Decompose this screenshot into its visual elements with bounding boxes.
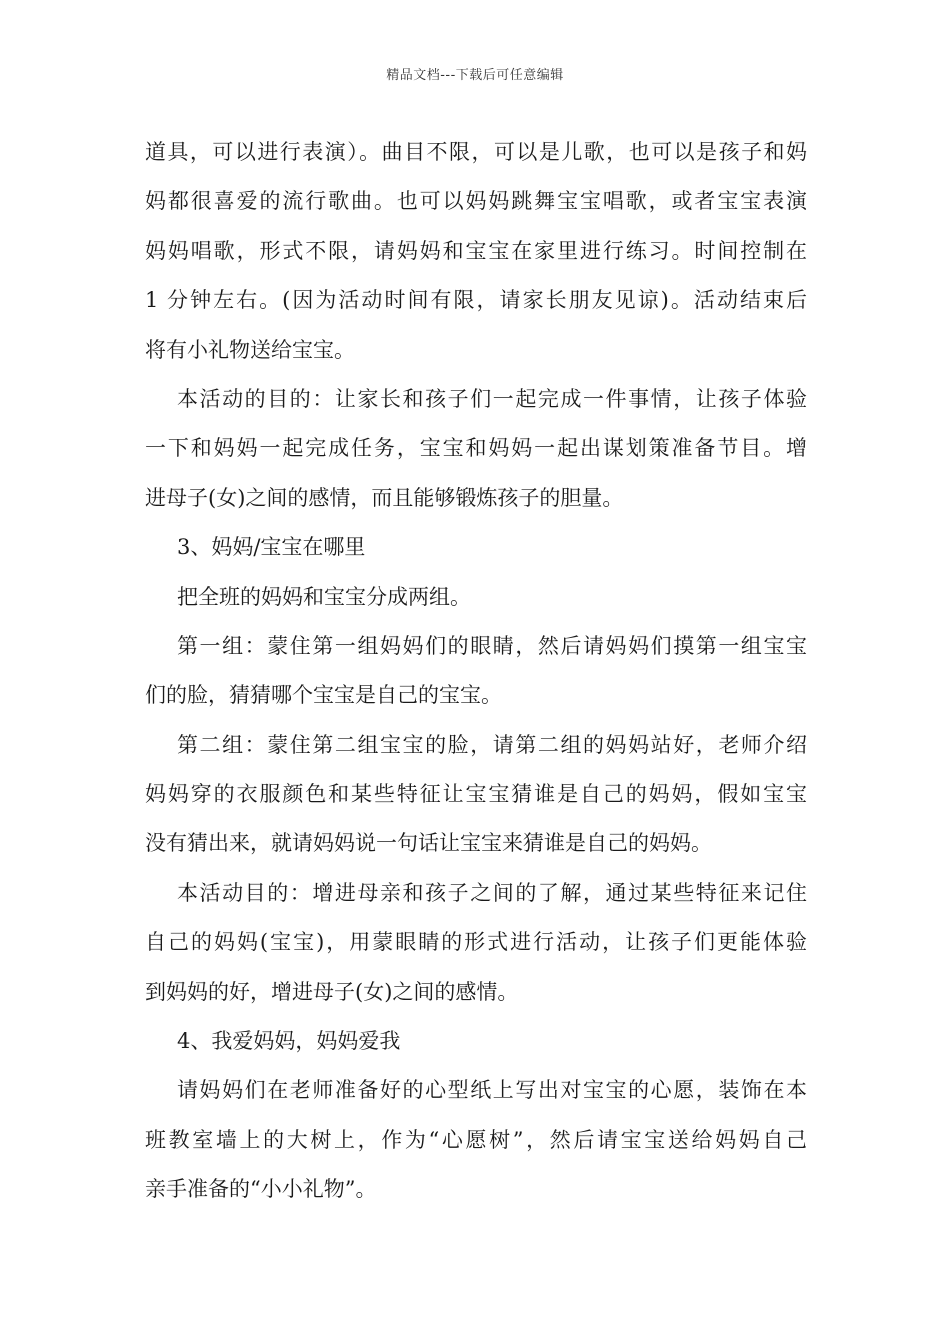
text-line: 本活动目的：增进母亲和孩子之间的了解，通过某些特征来记住 <box>177 880 807 905</box>
text-line: 道具，可以进行表演）。曲目不限，可以是儿歌，也可以是孩子和妈 <box>145 140 807 164</box>
text-line: 第二组：蒙住第二组宝宝的脸，请第二组的妈妈站好，老师介绍 <box>177 732 807 757</box>
text-line: 自己的妈妈(宝宝)，用蒙眼睛的形式进行活动，让孩子们更能体验 <box>145 930 807 955</box>
text-line: 妈妈唱歌，形式不限，请妈妈和宝宝在家里进行练习。时间控制在 <box>145 238 807 263</box>
section-heading: 4、我爱妈妈，妈妈爱我 <box>177 1029 401 1054</box>
text-line: 一下和妈妈一起完成任务，宝宝和妈妈一起出谋划策准备节目。增 <box>145 436 807 461</box>
text-line: 妈妈穿的衣服颜色和某些特征让宝宝猜谁是自己的妈妈，假如宝宝 <box>145 782 807 807</box>
text-line: 们的脸，猜猜哪个宝宝是自己的宝宝。 <box>145 683 502 708</box>
text-line: 没有猜出来，就请妈妈说一句话让宝宝来猜谁是自己的妈妈。 <box>145 831 712 856</box>
text-line: 亲手准备的“小小礼物”。 <box>145 1177 377 1202</box>
text-line: 本活动的目的：让家长和孩子们一起完成一件事情，让孩子体验 <box>177 386 807 411</box>
text-line: 妈都很喜爱的流行歌曲。也可以妈妈跳舞宝宝唱歌，或者宝宝表演 <box>145 189 807 214</box>
page-header: 精品文档---下载后可任意编辑 <box>386 68 564 83</box>
text-line: 进母子(女)之间的感情，而且能够锻炼孩子的胆量。 <box>145 485 624 510</box>
text-line: 到妈妈的好，增进母子(女)之间的感情。 <box>145 979 519 1004</box>
text-line: 1 分钟左右。(因为活动时间有限，请家长朋友见谅)。活动结束后 <box>145 288 807 313</box>
text-line: 把全班的妈妈和宝宝分成两组。 <box>177 584 471 609</box>
text-line: 第一组：蒙住第一组妈妈们的眼睛，然后请妈妈们摸第一组宝宝 <box>177 633 807 658</box>
text-line: 班教室墙上的大树上，作为“心愿树”，然后请宝宝送给妈妈自己 <box>145 1127 807 1152</box>
section-heading: 3、妈妈/宝宝在哪里 <box>177 535 366 560</box>
document-body <box>145 128 807 1215</box>
text-line: 请妈妈们在老师准备好的心型纸上写出对宝宝的心愿，装饰在本 <box>177 1078 807 1103</box>
text-line: 将有小礼物送给宝宝。 <box>145 337 355 362</box>
